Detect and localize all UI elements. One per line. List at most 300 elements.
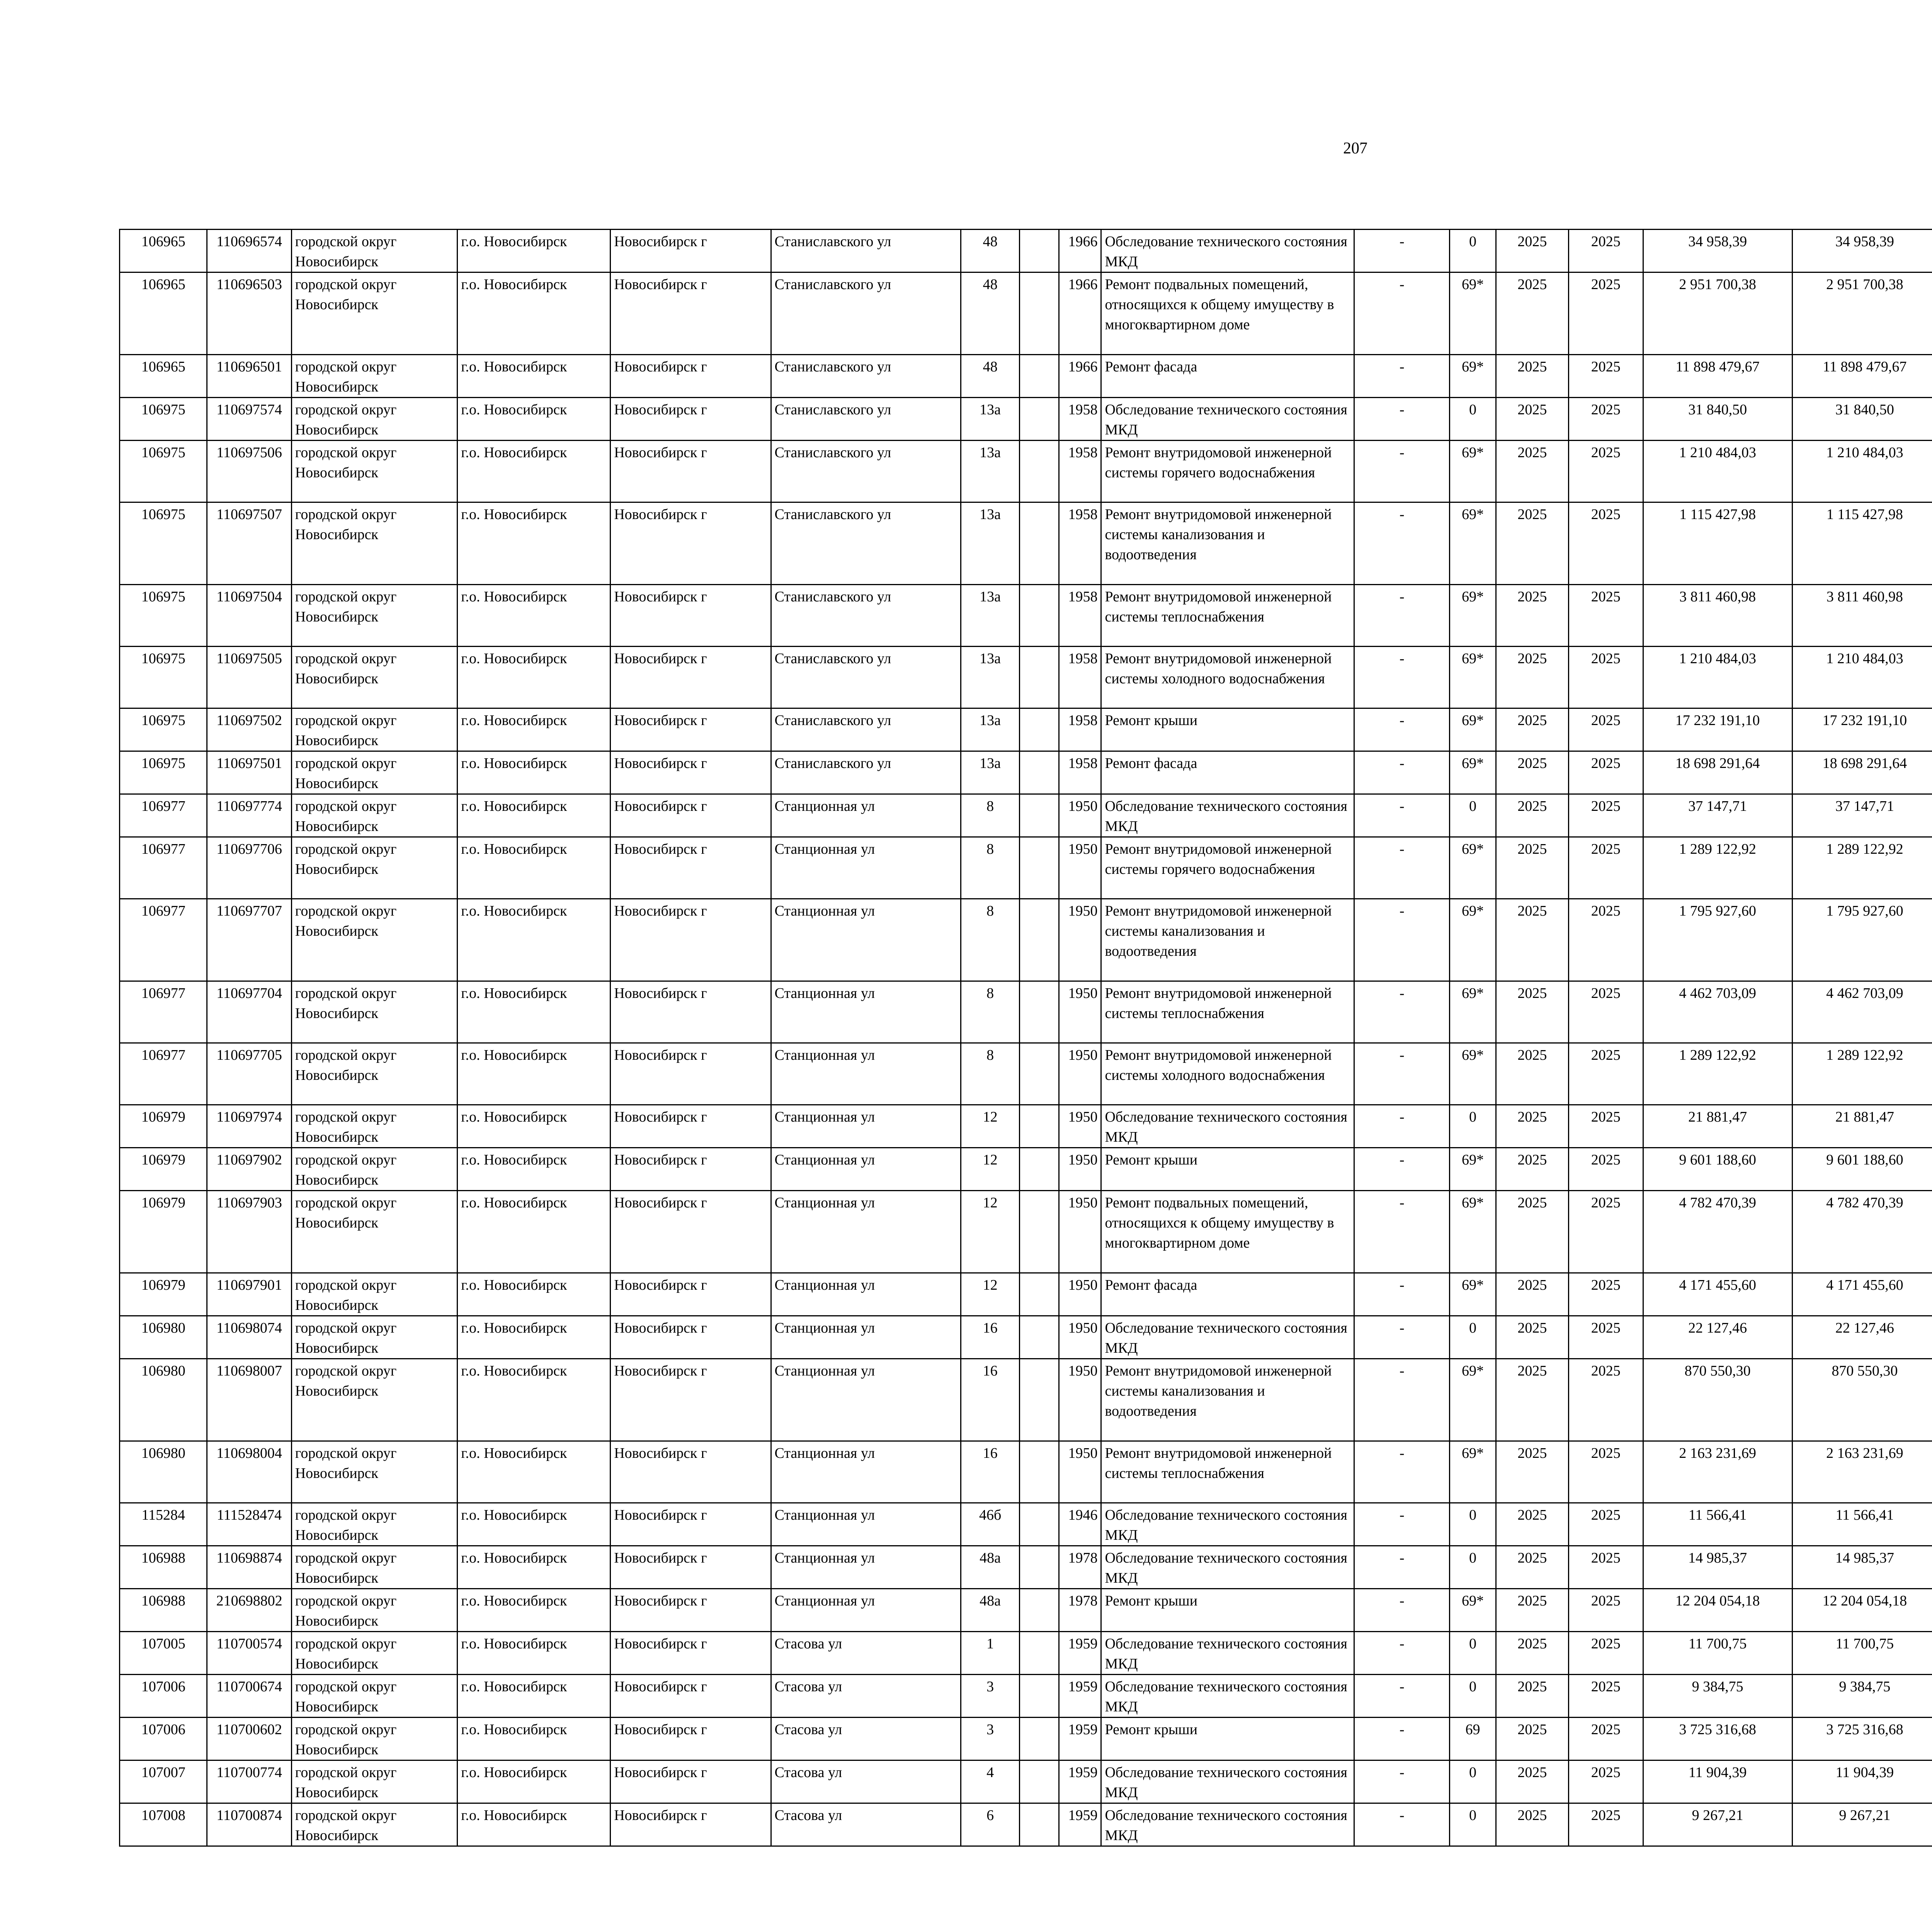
cell-settlement: Новосибирск г [611,1760,771,1803]
cell-work-type: Ремонт подвальных помещений, относящихся к общему имуществу в многоквартирном доме [1101,1191,1354,1273]
cell-funding-source-1: 11 898 479,67 [1792,355,1932,398]
cell-blank-cell [1020,441,1059,502]
cell-record-id: 115284 [120,1503,207,1546]
cell-year-built: 1958 [1059,398,1101,441]
cell-work-id: 110697507 [207,502,291,585]
cell-municipality: городской округ Новосибирск [291,1316,457,1359]
cell-dash-cell: - [1354,1503,1450,1546]
cell-start-year: 2025 [1496,272,1568,355]
cell-year-built: 1959 [1059,1718,1101,1760]
cell-work-type: Обследование технического состояния МКД [1101,398,1354,441]
cell-rate-cell: 69* [1450,1589,1496,1632]
cell-district-code: г.о. Новосибирск [457,837,611,899]
cell-dash-cell: - [1354,355,1450,398]
cell-rate-cell: 0 [1450,230,1496,272]
cell-street: Станционная ул [771,899,961,981]
cell-rate-cell: 69* [1450,708,1496,751]
cell-district-code: г.о. Новосибирск [457,355,611,398]
cell-dash-cell: - [1354,1359,1450,1441]
cell-blank-cell [1020,502,1059,585]
cell-street: Станиславского ул [771,708,961,751]
cell-funding-source-1: 1 795 927,60 [1792,899,1932,981]
table-row [120,1043,1932,1105]
table-row [120,1191,1932,1273]
cell-record-id: 106975 [120,441,207,502]
table-row [120,398,1932,441]
cell-house-number: 13а [961,502,1019,585]
cell-work-id: 110697574 [207,398,291,441]
table-row [120,1441,1932,1503]
table-row [120,837,1932,899]
table-row [120,1760,1932,1803]
cell-street: Станционная ул [771,1359,961,1441]
cell-work-id: 110700574 [207,1632,291,1675]
cell-settlement: Новосибирск г [611,1632,771,1675]
cell-year-built: 1958 [1059,751,1101,794]
cell-work-type: Ремонт крыши [1101,708,1354,751]
cell-work-id: 110697903 [207,1191,291,1273]
cell-settlement: Новосибирск г [611,981,771,1043]
cell-district-code: г.о. Новосибирск [457,647,611,708]
cell-end-year: 2025 [1568,1718,1643,1760]
cell-total-cost: 18 698 291,64 [1643,751,1792,794]
cell-rate-cell: 69* [1450,1273,1496,1316]
cell-street: Станционная ул [771,837,961,899]
cell-street: Стасова ул [771,1718,961,1760]
cell-district-code: г.о. Новосибирск [457,398,611,441]
cell-house-number: 8 [961,1043,1019,1105]
cell-work-type: Ремонт внутридомовой инженерной системы теплоснабжения [1101,981,1354,1043]
table-row [120,1148,1932,1191]
cell-total-cost: 17 232 191,10 [1643,708,1792,751]
cell-municipality: городской округ Новосибирск [291,1803,457,1846]
cell-work-id: 110700674 [207,1675,291,1718]
cell-dash-cell: - [1354,647,1450,708]
cell-street: Станционная ул [771,794,961,837]
cell-street: Станиславского ул [771,751,961,794]
cell-blank-cell [1020,708,1059,751]
cell-house-number: 12 [961,1191,1019,1273]
cell-end-year: 2025 [1568,1675,1643,1718]
cell-start-year: 2025 [1496,1632,1568,1675]
cell-end-year: 2025 [1568,1148,1643,1191]
table-row [120,899,1932,981]
cell-total-cost: 9 384,75 [1643,1675,1792,1718]
cell-municipality: городской округ Новосибирск [291,1273,457,1316]
cell-municipality: городской округ Новосибирск [291,502,457,585]
cell-end-year: 2025 [1568,751,1643,794]
cell-total-cost: 4 462 703,09 [1643,981,1792,1043]
cell-start-year: 2025 [1496,1546,1568,1589]
cell-work-id: 110700774 [207,1760,291,1803]
cell-dash-cell: - [1354,585,1450,647]
cell-street: Станционная ул [771,1503,961,1546]
cell-rate-cell: 69* [1450,1148,1496,1191]
cell-total-cost: 4 782 470,39 [1643,1191,1792,1273]
cell-house-number: 8 [961,837,1019,899]
cell-funding-source-1: 1 289 122,92 [1792,1043,1932,1105]
cell-end-year: 2025 [1568,1803,1643,1846]
cell-settlement: Новосибирск г [611,1043,771,1105]
cell-district-code: г.о. Новосибирск [457,1632,611,1675]
cell-municipality: городской округ Новосибирск [291,1359,457,1441]
cell-year-built: 1959 [1059,1803,1101,1846]
cell-street: Станиславского ул [771,502,961,585]
cell-start-year: 2025 [1496,1105,1568,1148]
cell-record-id: 106965 [120,230,207,272]
cell-dash-cell: - [1354,441,1450,502]
cell-work-id: 210698802 [207,1589,291,1632]
cell-house-number: 48 [961,272,1019,355]
table-row [120,1589,1932,1632]
cell-district-code: г.о. Новосибирск [457,1760,611,1803]
table-row [120,1316,1932,1359]
cell-work-id: 110697974 [207,1105,291,1148]
cell-house-number: 12 [961,1105,1019,1148]
cell-district-code: г.о. Новосибирск [457,1316,611,1359]
table-row [120,708,1932,751]
cell-blank-cell [1020,1589,1059,1632]
cell-blank-cell [1020,1359,1059,1441]
cell-year-built: 1950 [1059,899,1101,981]
cell-work-type: Ремонт внутридомовой инженерной системы канализования и водоотведения [1101,502,1354,585]
cell-work-id: 110697774 [207,794,291,837]
cell-settlement: Новосибирск г [611,1546,771,1589]
cell-year-built: 1959 [1059,1760,1101,1803]
table-row [120,441,1932,502]
cell-work-type: Обследование технического состояния МКД [1101,1503,1354,1546]
cell-settlement: Новосибирск г [611,1503,771,1546]
cell-dash-cell: - [1354,899,1450,981]
cell-work-type: Ремонт внутридомовой инженерной системы холодного водоснабжения [1101,1043,1354,1105]
cell-funding-source-1: 4 462 703,09 [1792,981,1932,1043]
table-row [120,647,1932,708]
cell-dash-cell: - [1354,708,1450,751]
cell-year-built: 1950 [1059,837,1101,899]
cell-work-id: 110696501 [207,355,291,398]
cell-rate-cell: 0 [1450,1803,1496,1846]
cell-municipality: городской округ Новосибирск [291,230,457,272]
cell-funding-source-1: 11 700,75 [1792,1632,1932,1675]
cell-work-type: Ремонт внутридомовой инженерной системы горячего водоснабжения [1101,837,1354,899]
cell-street: Станционная ул [771,1316,961,1359]
cell-rate-cell: 69* [1450,751,1496,794]
cell-funding-source-1: 1 210 484,03 [1792,441,1932,502]
cell-total-cost: 11 904,39 [1643,1760,1792,1803]
cell-year-built: 1959 [1059,1632,1101,1675]
cell-start-year: 2025 [1496,981,1568,1043]
cell-start-year: 2025 [1496,1316,1568,1359]
table-row [120,585,1932,647]
cell-municipality: городской округ Новосибирск [291,1043,457,1105]
cell-blank-cell [1020,1316,1059,1359]
cell-funding-source-1: 34 958,39 [1792,230,1932,272]
cell-municipality: городской округ Новосибирск [291,441,457,502]
cell-funding-source-1: 9 601 188,60 [1792,1148,1932,1191]
cell-municipality: городской округ Новосибирск [291,398,457,441]
table-row [120,1546,1932,1589]
cell-blank-cell [1020,1632,1059,1675]
cell-street: Стасова ул [771,1675,961,1718]
cell-municipality: городской округ Новосибирск [291,751,457,794]
cell-work-type: Обследование технического состояния МКД [1101,1316,1354,1359]
cell-work-type: Ремонт фасада [1101,751,1354,794]
cell-settlement: Новосибирск г [611,585,771,647]
table-row [120,230,1932,272]
cell-dash-cell: - [1354,1441,1450,1503]
cell-work-id: 110697505 [207,647,291,708]
cell-settlement: Новосибирск г [611,837,771,899]
cell-house-number: 16 [961,1316,1019,1359]
cell-blank-cell [1020,794,1059,837]
cell-funding-source-1: 1 115 427,98 [1792,502,1932,585]
cell-municipality: городской округ Новосибирск [291,1191,457,1273]
cell-end-year: 2025 [1568,1503,1643,1546]
cell-district-code: г.о. Новосибирск [457,1546,611,1589]
cell-end-year: 2025 [1568,1043,1643,1105]
cell-blank-cell [1020,837,1059,899]
cell-end-year: 2025 [1568,1589,1643,1632]
cell-blank-cell [1020,1718,1059,1760]
cell-year-built: 1958 [1059,585,1101,647]
cell-funding-source-1: 9 384,75 [1792,1675,1932,1718]
cell-municipality: городской округ Новосибирск [291,708,457,751]
cell-total-cost: 1 289 122,92 [1643,837,1792,899]
cell-total-cost: 37 147,71 [1643,794,1792,837]
cell-work-type: Ремонт внутридомовой инженерной системы холодного водоснабжения [1101,647,1354,708]
cell-municipality: городской округ Новосибирск [291,794,457,837]
cell-settlement: Новосибирск г [611,1675,771,1718]
cell-municipality: городской округ Новосибирск [291,1632,457,1675]
page-number: 207 [1343,140,1367,157]
table-row [120,751,1932,794]
cell-record-id: 106977 [120,1043,207,1105]
cell-work-id: 110697902 [207,1148,291,1191]
cell-municipality: городской округ Новосибирск [291,981,457,1043]
cell-work-id: 110700602 [207,1718,291,1760]
cell-municipality: городской округ Новосибирск [291,272,457,355]
table-body [120,230,1932,1846]
cell-record-id: 106965 [120,355,207,398]
table-row [120,272,1932,355]
cell-year-built: 1950 [1059,1043,1101,1105]
cell-record-id: 106979 [120,1191,207,1273]
cell-house-number: 46б [961,1503,1019,1546]
cell-district-code: г.о. Новосибирск [457,1359,611,1441]
cell-funding-source-1: 14 985,37 [1792,1546,1932,1589]
cell-rate-cell: 69* [1450,502,1496,585]
cell-funding-source-1: 17 232 191,10 [1792,708,1932,751]
cell-start-year: 2025 [1496,1589,1568,1632]
cell-record-id: 106975 [120,398,207,441]
cell-blank-cell [1020,1546,1059,1589]
cell-rate-cell: 69* [1450,272,1496,355]
cell-district-code: г.о. Новосибирск [457,1105,611,1148]
cell-dash-cell: - [1354,1632,1450,1675]
cell-rate-cell: 69* [1450,1441,1496,1503]
cell-rate-cell: 0 [1450,1632,1496,1675]
cell-work-type: Ремонт внутридомовой инженерной системы канализования и водоотведения [1101,899,1354,981]
cell-work-type: Обследование технического состояния МКД [1101,1632,1354,1675]
cell-house-number: 48а [961,1546,1019,1589]
cell-funding-source-1: 9 267,21 [1792,1803,1932,1846]
cell-end-year: 2025 [1568,230,1643,272]
cell-funding-source-1: 11 904,39 [1792,1760,1932,1803]
cell-start-year: 2025 [1496,647,1568,708]
cell-blank-cell [1020,398,1059,441]
cell-total-cost: 21 881,47 [1643,1105,1792,1148]
cell-blank-cell [1020,899,1059,981]
cell-dash-cell: - [1354,1675,1450,1718]
cell-total-cost: 870 550,30 [1643,1359,1792,1441]
cell-settlement: Новосибирск г [611,230,771,272]
cell-street: Станиславского ул [771,230,961,272]
cell-total-cost: 9 267,21 [1643,1803,1792,1846]
cell-work-type: Обследование технического состояния МКД [1101,1546,1354,1589]
cell-municipality: городской округ Новосибирск [291,1675,457,1718]
cell-dash-cell: - [1354,1273,1450,1316]
cell-dash-cell: - [1354,272,1450,355]
cell-district-code: г.о. Новосибирск [457,1718,611,1760]
cell-settlement: Новосибирск г [611,441,771,502]
cell-house-number: 1 [961,1632,1019,1675]
cell-year-built: 1946 [1059,1503,1101,1546]
cell-end-year: 2025 [1568,272,1643,355]
cell-house-number: 13а [961,751,1019,794]
cell-municipality: городской округ Новосибирск [291,1760,457,1803]
cell-funding-source-1: 4 171 455,60 [1792,1273,1932,1316]
cell-blank-cell [1020,1503,1059,1546]
cell-dash-cell: - [1354,398,1450,441]
cell-blank-cell [1020,585,1059,647]
cell-rate-cell: 69* [1450,1191,1496,1273]
cell-end-year: 2025 [1568,981,1643,1043]
cell-end-year: 2025 [1568,1359,1643,1441]
cell-house-number: 13а [961,585,1019,647]
cell-start-year: 2025 [1496,1718,1568,1760]
cell-work-type: Обследование технического состояния МКД [1101,794,1354,837]
cell-work-id: 110696574 [207,230,291,272]
cell-start-year: 2025 [1496,230,1568,272]
cell-end-year: 2025 [1568,708,1643,751]
cell-start-year: 2025 [1496,1148,1568,1191]
cell-end-year: 2025 [1568,441,1643,502]
cell-street: Станционная ул [771,1148,961,1191]
cell-year-built: 1966 [1059,272,1101,355]
cell-year-built: 1958 [1059,441,1101,502]
cell-street: Станционная ул [771,981,961,1043]
cell-work-type: Ремонт подвальных помещений, относящихся к общему имуществу в многоквартирном доме [1101,272,1354,355]
cell-rate-cell: 69 [1450,1718,1496,1760]
cell-rate-cell: 69* [1450,355,1496,398]
cell-district-code: г.о. Новосибирск [457,1043,611,1105]
cell-district-code: г.о. Новосибирск [457,1589,611,1632]
cell-dash-cell: - [1354,502,1450,585]
cell-rate-cell: 0 [1450,794,1496,837]
cell-street: Станиславского ул [771,398,961,441]
cell-total-cost: 1 210 484,03 [1643,647,1792,708]
cell-record-id: 106975 [120,751,207,794]
cell-work-id: 110697502 [207,708,291,751]
cell-start-year: 2025 [1496,1503,1568,1546]
cell-work-type: Ремонт внутридомовой инженерной системы теплоснабжения [1101,1441,1354,1503]
cell-house-number: 48 [961,230,1019,272]
cell-rate-cell: 0 [1450,398,1496,441]
cell-year-built: 1950 [1059,1148,1101,1191]
cell-year-built: 1978 [1059,1589,1101,1632]
cell-year-built: 1959 [1059,1675,1101,1718]
cell-funding-source-1: 870 550,30 [1792,1359,1932,1441]
cell-blank-cell [1020,1441,1059,1503]
cell-blank-cell [1020,751,1059,794]
cell-street: Станиславского ул [771,355,961,398]
cell-dash-cell: - [1354,1043,1450,1105]
table-row [120,981,1932,1043]
cell-district-code: г.о. Новосибирск [457,502,611,585]
cell-house-number: 13а [961,441,1019,502]
cell-work-type: Обследование технического состояния МКД [1101,1675,1354,1718]
cell-record-id: 106977 [120,899,207,981]
cell-blank-cell [1020,1191,1059,1273]
cell-dash-cell: - [1354,1718,1450,1760]
cell-end-year: 2025 [1568,899,1643,981]
cell-district-code: г.о. Новосибирск [457,1803,611,1846]
cell-total-cost: 14 985,37 [1643,1546,1792,1589]
table-row [120,794,1932,837]
cell-district-code: г.о. Новосибирск [457,899,611,981]
cell-municipality: городской округ Новосибирск [291,1718,457,1760]
cell-rate-cell: 0 [1450,1105,1496,1148]
cell-funding-source-1: 31 840,50 [1792,398,1932,441]
cell-settlement: Новосибирск г [611,647,771,708]
cell-year-built: 1958 [1059,502,1101,585]
table-row [120,1718,1932,1760]
cell-record-id: 107005 [120,1632,207,1675]
cell-funding-source-1: 11 566,41 [1792,1503,1932,1546]
cell-work-id: 110697901 [207,1273,291,1316]
cell-street: Станционная ул [771,1589,961,1632]
cell-end-year: 2025 [1568,585,1643,647]
cell-record-id: 106977 [120,981,207,1043]
cell-dash-cell: - [1354,230,1450,272]
cell-record-id: 106975 [120,708,207,751]
cell-settlement: Новосибирск г [611,708,771,751]
cell-work-id: 111528474 [207,1503,291,1546]
cell-house-number: 13а [961,708,1019,751]
cell-record-id: 106975 [120,647,207,708]
cell-total-cost: 4 171 455,60 [1643,1273,1792,1316]
cell-funding-source-1: 37 147,71 [1792,794,1932,837]
cell-municipality: городской округ Новосибирск [291,585,457,647]
cell-rate-cell: 69* [1450,1359,1496,1441]
table-row [120,1632,1932,1675]
cell-total-cost: 1 115 427,98 [1643,502,1792,585]
cell-rate-cell: 69* [1450,1043,1496,1105]
cell-start-year: 2025 [1496,837,1568,899]
cell-blank-cell [1020,272,1059,355]
cell-funding-source-1: 21 881,47 [1792,1105,1932,1148]
cell-work-type: Ремонт крыши [1101,1148,1354,1191]
cell-total-cost: 1 289 122,92 [1643,1043,1792,1105]
cell-work-type: Ремонт внутридомовой инженерной системы теплоснабжения [1101,585,1354,647]
cell-district-code: г.о. Новосибирск [457,1273,611,1316]
cell-dash-cell: - [1354,751,1450,794]
cell-start-year: 2025 [1496,1043,1568,1105]
cell-total-cost: 9 601 188,60 [1643,1148,1792,1191]
cell-municipality: городской округ Новосибирск [291,1503,457,1546]
cell-dash-cell: - [1354,1546,1450,1589]
cell-record-id: 106975 [120,502,207,585]
